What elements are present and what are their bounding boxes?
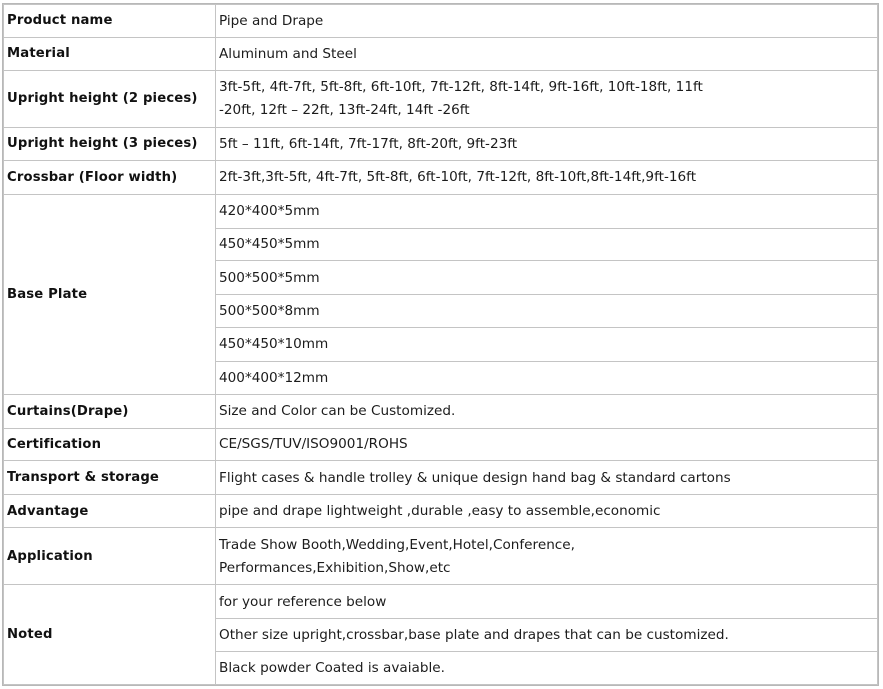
table-row — [4, 160, 878, 194]
table-row — [4, 194, 878, 228]
row-value-line: -20ft, 12ft – 22ft, 13ft-24ft, 14ft -26ft — [219, 102, 470, 119]
table-row — [4, 428, 878, 461]
row-label: Application — [4, 527, 216, 584]
table-row — [4, 495, 878, 528]
row-value: Aluminum and Steel — [216, 37, 878, 70]
row-value: 500*500*5mm — [216, 261, 878, 295]
row-value: 450*450*10mm — [216, 328, 878, 362]
row-value-line: Trade Show Booth,Wedding,Event,Hotel,Conference, — [219, 536, 575, 553]
row-value-line: 3ft-5ft, 4ft-7ft, 5ft-8ft, 6ft-10ft, 7ft-12ft, 8ft-14ft, 9ft-16ft, 10ft-18ft, 11ft — [219, 79, 703, 96]
row-label: Material — [4, 37, 216, 70]
row-value: pipe and drape lightweight ,durable ,easy to assemble,economic — [216, 495, 878, 528]
row-label: Certification — [4, 428, 216, 461]
row-label: Curtains(Drape) — [4, 394, 216, 428]
row-value: 2ft-3ft,3ft-5ft, 4ft-7ft, 5ft-8ft, 6ft-10ft, 7ft-12ft, 8ft-10ft,8ft-14ft,9ft-16ft — [216, 160, 878, 194]
row-value: for your reference below — [216, 585, 878, 619]
row-value — [216, 527, 878, 584]
row-value: CE/SGS/TUV/ISO9001/ROHS — [216, 428, 878, 461]
row-label: Upright height (2 pieces) — [4, 70, 216, 127]
table-row — [4, 37, 878, 70]
product-spec-table — [3, 4, 878, 685]
row-label: Noted — [4, 585, 216, 685]
row-label: Upright height (3 pieces) — [4, 128, 216, 161]
table-row — [4, 128, 878, 161]
table-row — [4, 585, 878, 619]
row-label: Crossbar (Floor width) — [4, 160, 216, 194]
row-value: Size and Color can be Customized. — [216, 394, 878, 428]
table-row — [4, 461, 878, 495]
row-value: 5ft – 11ft, 6ft-14ft, 7ft-17ft, 8ft-20ft, 9ft-23ft — [216, 128, 878, 161]
table-row — [4, 70, 878, 127]
row-value — [216, 70, 878, 127]
row-value: 420*400*5mm — [216, 194, 878, 228]
row-label: Product name — [4, 5, 216, 38]
spec-table-container — [2, 3, 879, 686]
row-value: 450*450*5mm — [216, 228, 878, 261]
row-value: Flight cases & handle trolley & unique design hand bag & standard cartons — [216, 461, 878, 495]
table-row — [4, 527, 878, 584]
row-label: Advantage — [4, 495, 216, 528]
row-value: Other size upright,crossbar,base plate and drapes that can be customized. — [216, 619, 878, 652]
row-value: 400*400*12mm — [216, 361, 878, 394]
table-row — [4, 5, 878, 38]
row-label: Transport & storage — [4, 461, 216, 495]
row-value: 500*500*8mm — [216, 295, 878, 328]
row-value-line: Performances,Exhibition,Show,etc — [219, 559, 451, 576]
row-value: Black powder Coated is avaiable. — [216, 652, 878, 685]
table-row — [4, 394, 878, 428]
row-label: Base Plate — [4, 194, 216, 394]
row-value: Pipe and Drape — [216, 5, 878, 38]
